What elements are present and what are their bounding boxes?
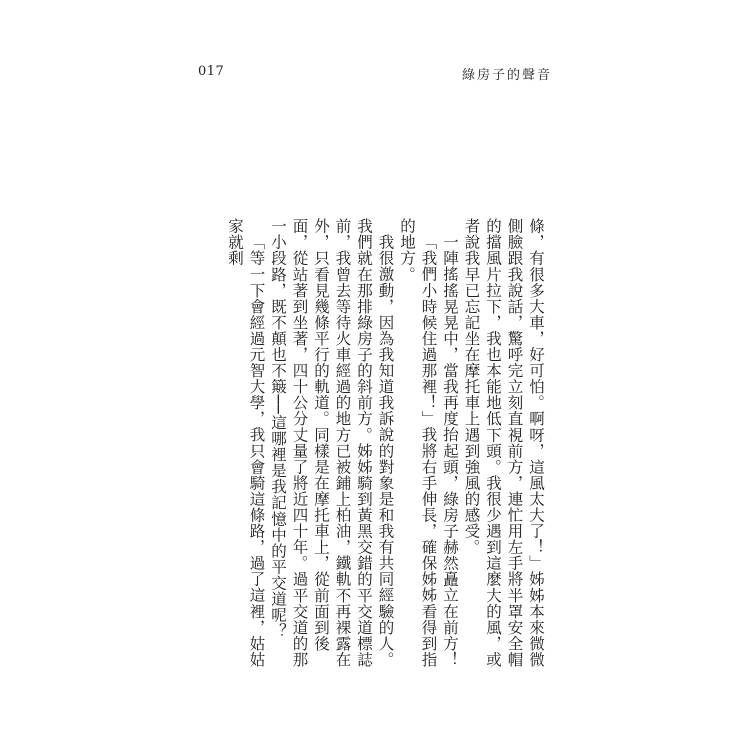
paragraph: 「等一下會經過元智大學，我只會騎這條路，過了這裡，姑姑家就剩 <box>226 218 266 667</box>
running-title: 綠房子的聲音 <box>461 68 552 83</box>
page-number: 017 <box>198 64 225 79</box>
paragraph: 條，有很多大車，好可怕。啊呀，這風太大了！」姊姊本來微微側臉跟我說話，驚呼完立刻直視前方，連忙用左手將半罩安全帽的擋風片拉下，我也本能地低下頭。我很少遇到這麼大的風，或者說我早已忘記坐在摩托車上遇到強風的感受。 <box>462 218 545 668</box>
paragraph: 我很激動，因為我知道我訴說的對象是和我有共同經驗的人。我們就在那排綠房子的斜前方。姊姊騎到黃黑交錯的平交道標誌前，我曾去等待火車經過的地方已被鋪上柏油，鐵軌不再裸露在外，只看見幾條平行的軌道。同樣是在摩托車上，從前面到後面，從站著到坐著，四十公分丈量了將近四十年。過平交道的那一小段路，既不顛也不簸──這哪裡是我記憶中的平交道呢？ <box>269 218 395 668</box>
paragraph: 一陣搖搖晃晃中，當我再度抬起頭，綠房子赫然矗立在前方！ <box>441 233 459 667</box>
paragraph: 「我們小時候住過那裡！」我將右手伸長，確保姊姊看得到指的地方。 <box>398 218 438 667</box>
body-text <box>218 218 546 674</box>
